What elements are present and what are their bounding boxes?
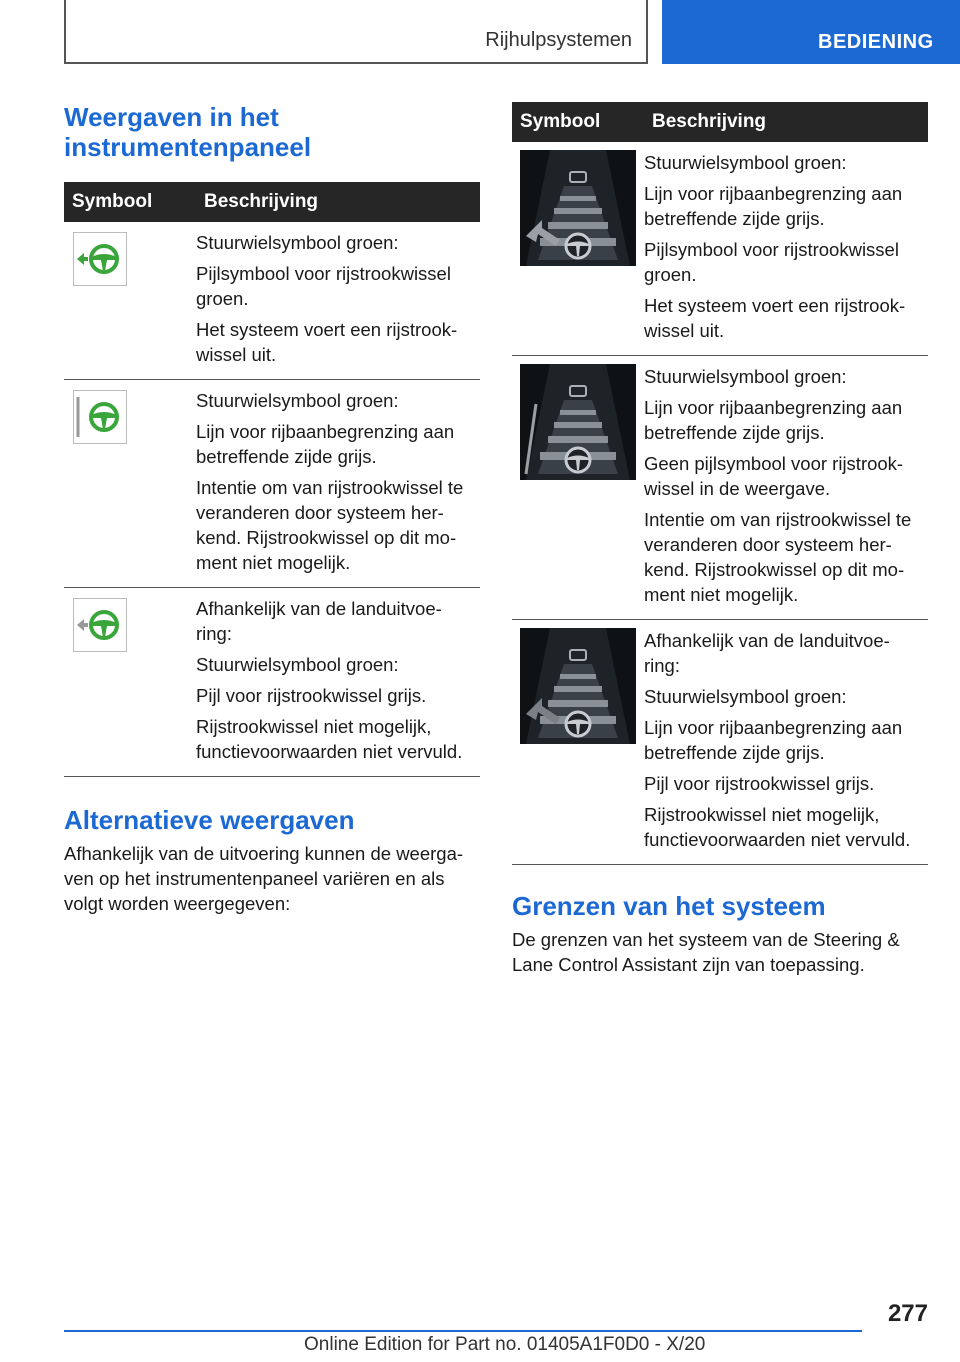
symbol-table-left <box>64 182 480 777</box>
description-line: Het systeem voert een rijstrook-wissel uit. <box>196 319 458 365</box>
description-cell <box>196 222 480 380</box>
description-line: Afhankelijk van de landuitvoe-ring: <box>196 598 442 644</box>
description-line: Rijstrookwissel niet mogelijk, functievoorwaarden niet vervuld. <box>196 716 463 762</box>
symbol-table-right <box>512 102 928 865</box>
description-line: Pijlsymbool voor rijstrookwissel groen. <box>196 263 451 309</box>
description-line: Rijstrookwissel niet mogelijk, functievoorwaarden niet vervuld. <box>644 804 911 850</box>
description-line: Het systeem voert een rijstrook-wissel uit. <box>644 295 906 341</box>
footer-edition: Online Edition for Part no. 01405A1F0D0 - X/20 <box>304 1334 706 1355</box>
chapter-title: BEDIENING <box>818 31 934 53</box>
description-line: Pijl voor rijstrookwissel grijs. <box>196 685 427 706</box>
col-header-description: Beschrijving <box>196 182 480 222</box>
section-title: Rijhulpsystemen <box>485 29 632 51</box>
lane-change-display-grey-arrow-icon <box>520 628 636 744</box>
left-column <box>64 102 480 916</box>
description-line: Pijl voor rijstrookwissel grijs. <box>644 773 875 794</box>
description-line: Stuurwielsymbool groen: <box>644 686 847 707</box>
table-row <box>64 222 480 380</box>
symbol-cell <box>64 588 196 777</box>
heading-weergaven: Weergaven in het instrumentenpaneel <box>64 102 312 162</box>
header-section-box <box>64 0 648 64</box>
steering-wheel-green-arrow-icon <box>73 232 127 286</box>
symbol-cell <box>64 222 196 380</box>
col-header-symbol: Symbool <box>64 182 196 222</box>
page-number: 277 <box>887 1300 928 1327</box>
description-line: Lijn voor rijbaanbegrenzing aan betreffende zijde grijs. <box>644 397 903 443</box>
lane-change-display-arrow-icon <box>520 150 636 266</box>
header-chapter-box <box>662 0 960 64</box>
heading-alternatieve-weergaven: Alternatieve weergaven <box>64 805 355 835</box>
steering-wheel-grey-arrow-icon <box>73 598 127 652</box>
description-line: Stuurwielsymbool groen: <box>196 390 399 411</box>
grenzen-text: De grenzen van het systeem van de Steering & Lane Control Assistant zijn van toepassing. <box>512 929 900 975</box>
table-row <box>64 380 480 588</box>
description-line: Pijlsymbool voor rijstrookwissel groen. <box>644 239 899 285</box>
table-row <box>512 142 928 356</box>
description-cell <box>644 142 928 356</box>
col-header-symbol: Symbool <box>512 102 644 142</box>
table-header-row <box>512 102 928 142</box>
description-cell <box>644 356 928 620</box>
description-line: Intentie om van rijstrookwissel te veranderen door systeem her-kend. Rijstrookwissel op dit mo-ment niet mogelijk. <box>196 477 464 573</box>
symbol-cell <box>512 356 644 620</box>
description-line: Intentie om van rijstrookwissel te veranderen door systeem her-kend. Rijstrookwissel op dit mo-ment niet mogelijk. <box>644 509 912 605</box>
description-line: Lijn voor rijbaanbegrenzing aan betreffende zijde grijs. <box>644 717 903 763</box>
description-line: Geen pijlsymbool voor rijstrook-wissel in de weergave. <box>644 453 904 499</box>
footer-divider <box>64 1330 862 1332</box>
description-line: Stuurwielsymbool groen: <box>196 654 399 675</box>
lane-change-display-no-arrow-icon <box>520 364 636 480</box>
description-cell <box>644 620 928 865</box>
description-line: Stuurwielsymbool groen: <box>644 366 847 387</box>
table-header-row <box>64 182 480 222</box>
description-line: Stuurwielsymbool groen: <box>644 152 847 173</box>
description-line: Lijn voor rijbaanbegrenzing aan betreffende zijde grijs. <box>196 421 455 467</box>
table-row <box>64 588 480 777</box>
symbol-cell <box>64 380 196 588</box>
steering-wheel-green-line-icon <box>73 390 127 444</box>
description-line: Stuurwielsymbool groen: <box>196 232 399 253</box>
heading-grenzen: Grenzen van het systeem <box>512 891 826 921</box>
description-line: Lijn voor rijbaanbegrenzing aan betreffende zijde grijs. <box>644 183 903 229</box>
table-row <box>512 620 928 865</box>
symbol-cell <box>512 142 644 356</box>
symbol-cell <box>512 620 644 865</box>
alternatieve-weergaven-text: Afhankelijk van de uitvoering kunnen de weerga-ven op het instrumentenpaneel variëren en als volgt worden weergegeven: <box>64 843 464 914</box>
right-column <box>512 102 928 977</box>
description-line: Afhankelijk van de landuitvoe-ring: <box>644 630 890 676</box>
description-cell <box>196 588 480 777</box>
description-cell <box>196 380 480 588</box>
col-header-description: Beschrijving <box>644 102 928 142</box>
table-row <box>512 356 928 620</box>
